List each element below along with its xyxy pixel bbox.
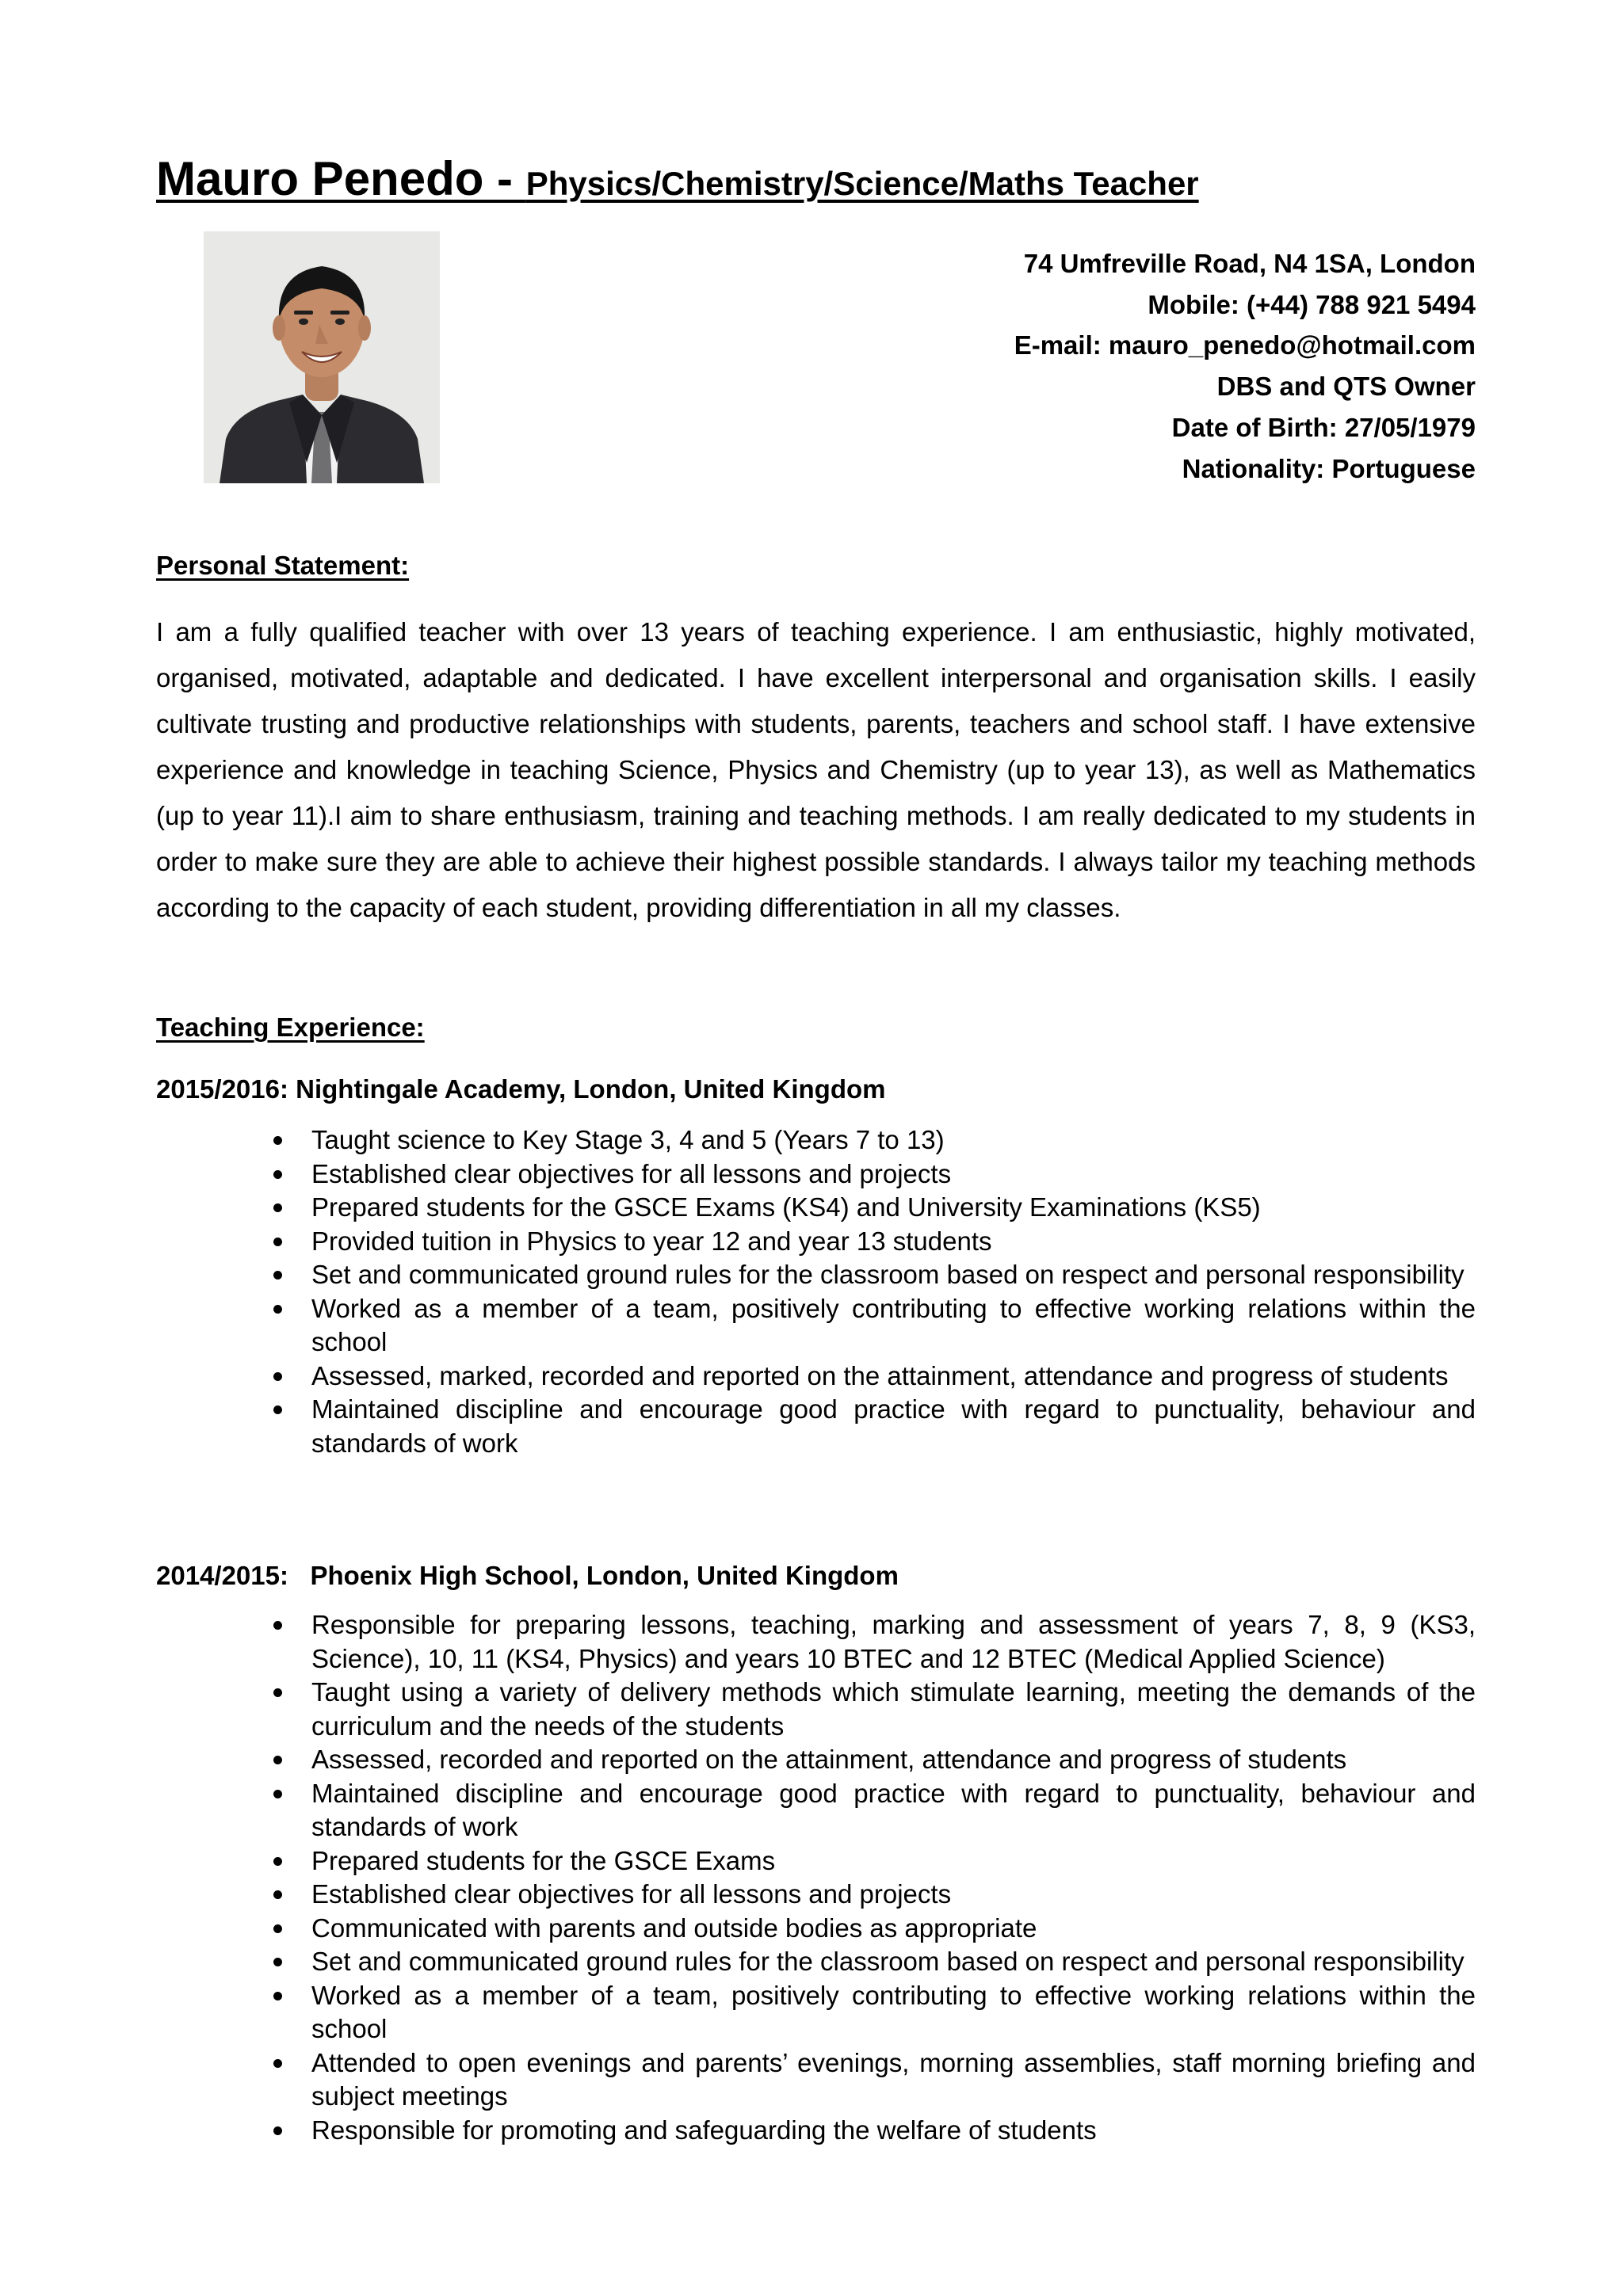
personal-statement-text: I am a fully qualified teacher with over 13 years of teaching experience. I am enthusiastic, highly motivated, organised, motivated, adaptable and dedicated. I have excellent interpersonal and organisation skills. I easily cultivate trusting and productive relationships with students, parents, teachers and school staff. I have extensive experience and knowledge in teaching Science, Physics and Chemistry (up to year 13), as well as Mathematics (up to year 11).I aim to share enthusiasm, training and teaching methods. I am really dedicated to my students in order to make sure they are able to achieve their highest possible standards. I always tailor my teaching methods according to the capacity of each student, providing differentiation in all my classes.: [156, 617, 1476, 922]
list-item: Responsible for promoting and safeguarding the welfare of students: [156, 2114, 1476, 2148]
bullet-icon: [273, 1203, 282, 1212]
bullet-icon: [273, 1688, 282, 1697]
list-item: Responsible for preparing lessons, teaching, marking and assessment of years 7, 8, 9 (KS3, Science), 10, 11 (KS4, Physics) and years 10 BTEC and 12 BTEC (Medical Applied Science): [156, 1608, 1476, 1676]
profile-photo: [204, 231, 440, 483]
bullet-icon: [273, 1271, 282, 1280]
email: E-mail: mauro_penedo@hotmail.com: [1014, 330, 1476, 360]
page-title: [156, 152, 1199, 205]
list-item: Worked as a member of a team, positively contributing to effective working relations within the school: [156, 1292, 1476, 1360]
list-item: Established clear objectives for all lessons and projects: [156, 1158, 1476, 1192]
list-item: Worked as a member of a team, positively contributing to effective working relations within the school: [156, 1979, 1476, 2046]
list-item: Attended to open evenings and parents’ evenings, morning assemblies, staff morning briefing and subject meetings: [156, 2046, 1476, 2114]
bullet-icon: [273, 1238, 282, 1246]
list-item: Established clear objectives for all lessons and projects: [156, 1878, 1476, 1912]
list-item: Prepared students for the GSCE Exams (KS4) and University Examinations (KS5): [156, 1191, 1476, 1225]
bullet-icon: [273, 1857, 282, 1866]
bullet-icon: [273, 1405, 282, 1414]
mobile: Mobile: (+44) 788 921 5494: [1148, 289, 1476, 319]
teaching-experience-heading: Teaching Experience:: [156, 1013, 425, 1042]
job-bullets-nightingale: [156, 1123, 1476, 1460]
job-heading-phoenix: 2014/2015: Phoenix High School, London, United Kingdom: [156, 1561, 899, 1590]
list-item: Prepared students for the GSCE Exams: [156, 1844, 1476, 1878]
list-item: Set and communicated ground rules for the classroom based on respect and personal responsibility: [156, 1258, 1476, 1292]
bullet-icon: [273, 1305, 282, 1314]
address: 74 Umfreville Road, N4 1SA, London: [1023, 249, 1476, 278]
certifications: DBS and QTS Owner: [1216, 372, 1476, 402]
bullet-icon: [273, 1136, 282, 1145]
bullet-icon: [273, 1924, 282, 1933]
list-item: Communicated with parents and outside bodies as appropriate: [156, 1912, 1476, 1946]
bullet-icon: [273, 2126, 282, 2135]
nationality: Nationality: Portuguese: [1182, 453, 1476, 483]
job-bullets-phoenix: [156, 1608, 1476, 2147]
contact-details: [1014, 243, 1476, 489]
list-item: Set and communicated ground rules for the classroom based on respect and personal responsibility: [156, 1945, 1476, 1979]
bullet-icon: [273, 1992, 282, 2000]
list-item: Maintained discipline and encourage good practice with regard to punctuality, behaviour and standards of work: [156, 1393, 1476, 1460]
date-of-birth: Date of Birth: 27/05/1979: [1171, 412, 1476, 442]
bullet-icon: [273, 1756, 282, 1764]
portrait-image: [204, 231, 440, 483]
bullet-icon: [273, 1621, 282, 1630]
personal-statement-heading: Personal Statement:: [156, 551, 410, 580]
list-item: Taught using a variety of delivery methods which stimulate learning, meeting the demands of the curriculum and the needs of the students: [156, 1676, 1476, 1743]
bullet-icon: [273, 1790, 282, 1798]
bullet-icon: [273, 1958, 282, 1966]
list-item: Provided tuition in Physics to year 12 and year 13 students: [156, 1225, 1476, 1259]
bullet-icon: [273, 1372, 282, 1381]
candidate-name: Mauro Penedo -: [156, 152, 526, 205]
list-item: Assessed, marked, recorded and reported on the attainment, attendance and progress of students: [156, 1360, 1476, 1394]
list-item: Maintained discipline and encourage good practice with regard to punctuality, behaviour and standards of work: [156, 1777, 1476, 1844]
list-item: Assessed, recorded and reported on the attainment, attendance and progress of students: [156, 1743, 1476, 1777]
bullet-icon: [273, 1890, 282, 1899]
list-item: Taught science to Key Stage 3, 4 and 5 (Years 7 to 13): [156, 1123, 1476, 1158]
bullet-icon: [273, 1170, 282, 1179]
bullet-icon: [273, 2059, 282, 2068]
candidate-role: Physics/Chemistry/Science/Maths Teacher: [525, 165, 1199, 202]
job-heading-nightingale: 2015/2016: Nightingale Academy, London, United Kingdom: [156, 1074, 886, 1104]
